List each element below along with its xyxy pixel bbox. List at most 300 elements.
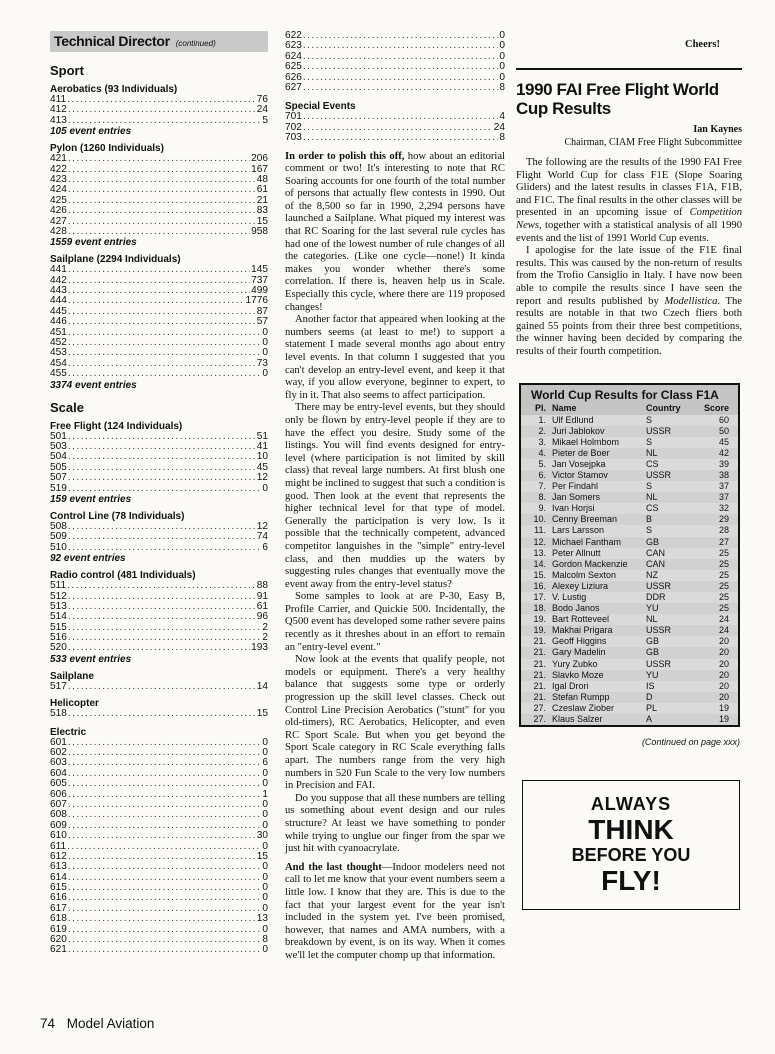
leader-dots: [68, 883, 262, 893]
leader-dots: [68, 206, 256, 216]
table-row: [521, 492, 738, 503]
event-number: 411: [50, 94, 67, 105]
event-number: 520: [50, 642, 67, 654]
place-cell: 21.: [533, 669, 546, 680]
entry-count: 0: [262, 747, 268, 759]
name-cell: Gordon Mackenzie: [552, 558, 628, 569]
editorial-paragraph: Do you suppose that all these numbers are telling us something about event design and our rules structure? At least we have something to ponder while trying to unglue our finger from the spar we just hit with cyanoacrylate.: [285, 792, 505, 855]
event-number: 614: [50, 871, 67, 883]
entry-count: 10: [256, 451, 268, 463]
entry-count: 73: [256, 357, 268, 369]
event-number: 609: [50, 819, 67, 831]
entry-count: 24: [493, 121, 505, 133]
section-banner: [50, 31, 268, 52]
event-row: [50, 925, 268, 935]
event-row: [50, 286, 268, 296]
leader-dots: [68, 543, 262, 553]
event-row: [50, 175, 268, 185]
place-cell: 7.: [538, 481, 546, 492]
leader-dots: [68, 592, 256, 602]
leader-dots: [67, 842, 261, 852]
leader-dots: [68, 904, 262, 914]
event-row: [285, 41, 505, 51]
safety-ad: [522, 780, 740, 910]
event-row: [50, 296, 268, 306]
leader-dots: [68, 800, 262, 810]
score-cell: 29: [718, 514, 729, 525]
event-number: 611: [50, 840, 67, 852]
column-header: Score: [703, 402, 729, 413]
entry-count: 0: [262, 326, 268, 338]
place-cell: 4.: [538, 447, 546, 458]
name-cell: Juri Jablokov: [552, 425, 605, 436]
leader-dots: [68, 484, 262, 494]
place-cell: 16.: [533, 580, 546, 591]
table-row: [521, 570, 738, 581]
event-number: 617: [50, 902, 67, 914]
event-number: 505: [50, 461, 67, 473]
entry-count: 167: [251, 163, 268, 175]
entry-count: 30: [256, 830, 268, 842]
event-row: [285, 62, 505, 72]
place-cell: 13.: [533, 547, 546, 558]
event-row: [50, 196, 268, 206]
entry-count: 0: [262, 923, 268, 935]
entry-count: 0: [262, 368, 268, 380]
entry-count: 8: [262, 934, 268, 946]
leader-dots: [68, 154, 250, 164]
results-table-header: [521, 403, 738, 415]
event-row: [50, 769, 268, 779]
event-number: 620: [50, 934, 67, 946]
name-cell: Bodo Janos: [552, 603, 600, 614]
entry-count: 12: [256, 472, 268, 484]
event-entries-total: 105 event entries: [50, 126, 132, 138]
place-cell: 5.: [538, 458, 546, 469]
event-row: [50, 602, 268, 612]
table-row: [521, 514, 738, 525]
group-title: Control Line (78 Individuals): [50, 510, 185, 522]
entry-count: 0: [262, 892, 268, 904]
event-entries-total: 92 event entries: [50, 553, 126, 565]
country-cell: GB: [646, 636, 660, 647]
leader-dots: [68, 463, 256, 473]
table-row: [521, 426, 738, 437]
event-number: 621: [50, 944, 67, 956]
leader-dots: [68, 779, 262, 789]
entry-count: 41: [256, 440, 268, 452]
column-header: Pl.: [534, 402, 546, 413]
leader-dots: [68, 442, 256, 452]
group-title: Free Flight (124 Individuals): [50, 420, 183, 432]
place-cell: 27.: [533, 702, 546, 713]
leader-dots: [68, 359, 256, 369]
group-title: Helicopter: [50, 698, 99, 710]
event-row: [285, 83, 505, 93]
table-row: [521, 592, 738, 603]
place-cell: 21.: [533, 680, 546, 691]
score-cell: 25: [718, 569, 729, 580]
article-title: 1990 FAI Free Flight World Cup Results: [516, 80, 719, 118]
special-events-rows: [285, 112, 505, 143]
event-row: [50, 592, 268, 602]
entry-count: 0: [262, 798, 268, 810]
column-3: [516, 31, 742, 910]
banner-title: Technical Director: [54, 33, 170, 49]
leader-dots: [68, 643, 250, 653]
score-cell: 20: [718, 636, 729, 647]
editorial-paragraph: In order to polish this off, how about an editorial comment or two! It's interesting to note that RC Soaring accounts for one fourth of the total number of persons that actually flew contests in 1990. Out of the 8,500 so far in 1990, 2,294 persons have launched a Sailplane. What piqued my interest was that RC Soaring for the last several rule cycles has had one of the lowest number of rule changes of all the categories. (Like one cycle—none!) It kinda makes you wonder whether there's some correlation. If there is, heaven help us in Scale. Especially this cycle, where there are 119 proposed changes!: [285, 150, 505, 313]
leader-dots: [303, 112, 499, 122]
table-row: [521, 448, 738, 459]
leader-dots: [68, 709, 256, 719]
name-cell: Czeslaw Ziober: [552, 702, 615, 713]
table-row: [521, 581, 738, 592]
leader-dots: [68, 821, 262, 831]
event-row: [50, 709, 268, 719]
name-cell: Igal Drori: [552, 680, 589, 691]
event-number: 503: [50, 440, 67, 452]
place-cell: 21.: [533, 658, 546, 669]
event-row: [50, 95, 268, 105]
table-row: [521, 681, 738, 692]
event-number: 444: [50, 295, 67, 307]
leader-dots: [68, 105, 256, 115]
group-title: Aerobatics (93 Individuals): [50, 84, 178, 95]
place-cell: 3.: [538, 436, 546, 447]
leader-dots: [68, 748, 262, 758]
results-table: [519, 383, 740, 728]
event-row: [50, 831, 268, 841]
name-cell: Jan Somers: [552, 492, 601, 503]
event-number: 606: [50, 788, 67, 800]
entry-count: 48: [256, 173, 268, 185]
event-number: 422: [50, 163, 67, 175]
entry-count: 0: [499, 40, 505, 52]
banner-continued: (continued): [175, 39, 216, 48]
event-number: 613: [50, 861, 67, 873]
sport-heading: Sport: [50, 63, 84, 78]
leader-dots: [68, 790, 262, 800]
event-row: [50, 945, 268, 955]
event-row: [285, 123, 505, 133]
leader-dots: [68, 852, 256, 862]
event-row: [50, 265, 268, 275]
country-cell: USSR: [646, 425, 672, 436]
event-row: [50, 522, 268, 532]
event-row: [50, 873, 268, 883]
table-row: [521, 636, 738, 647]
entry-count: 0: [262, 871, 268, 883]
event-row: [50, 623, 268, 633]
event-number: 511: [50, 580, 67, 592]
name-cell: Peter Allnutt: [552, 547, 601, 558]
entry-count: 0: [262, 778, 268, 790]
event-number: 512: [50, 590, 67, 602]
leader-dots: [68, 217, 256, 227]
name-cell: Michael Fantham: [552, 536, 622, 547]
entry-count: 8: [499, 132, 505, 144]
event-number: 441: [50, 264, 67, 276]
name-cell: Alexey Liziura: [552, 580, 609, 591]
event-row: [50, 484, 268, 494]
leader-dots: [68, 317, 256, 327]
event-row: [50, 217, 268, 227]
event-number: 615: [50, 882, 67, 894]
country-cell: USSR: [646, 580, 672, 591]
name-cell: Klaus Salzer: [552, 714, 603, 725]
place-cell: 9.: [538, 503, 546, 514]
entry-count: 0: [499, 50, 505, 62]
place-cell: 19.: [533, 625, 546, 636]
event-row: [50, 821, 268, 831]
event-number: 701: [285, 111, 302, 123]
name-cell: Mikael Holmbom: [552, 436, 620, 447]
event-row: [50, 165, 268, 175]
entry-count: 0: [262, 736, 268, 748]
event-number: 619: [50, 923, 67, 935]
event-number: 622: [285, 30, 302, 41]
group-title: Sailplane (2294 Individuals): [50, 254, 181, 266]
leader-dots: [68, 165, 250, 175]
event-entries-total: 1559 event entries: [50, 237, 137, 249]
editorial-paragraph: And the last thought—Indoor modelers need not call to let me know that your event numbers seem a little low. I know that they are. This is due to the fact that your largest event for the year isn't included in the system yet. I've been promised, however, that names and AMA numbers, with a breakdown by event, is on its way. When it comes we'll let the computer chomp up that information.: [285, 861, 505, 961]
editorial-paragraph: Another factor that appeared when looking at the numbers seems (at least to me!) to support a statement I made several months ago about entry level events. In that column I suggested that you can't develop an entry-level event, and keep it that way, if you allow everyone, beginner to expert, to fly in it. That also seems to affect participation.: [285, 314, 505, 401]
event-number: 452: [50, 337, 67, 349]
entry-count: 87: [256, 305, 268, 317]
place-cell: 6.: [538, 469, 546, 480]
ad-line: ALWAYS: [590, 794, 672, 815]
leader-dots: [68, 633, 262, 643]
entry-count: 0: [262, 944, 268, 956]
entry-count: 51: [256, 430, 268, 442]
event-number: 625: [285, 61, 302, 73]
table-row: [521, 415, 738, 426]
score-cell: 60: [718, 414, 729, 425]
entry-count: 91: [256, 590, 268, 602]
score-cell: 39: [718, 458, 729, 469]
entry-count: 0: [499, 71, 505, 83]
leader-dots: [303, 83, 499, 93]
event-number: 608: [50, 809, 67, 821]
entry-count: 0: [499, 61, 505, 73]
entry-count: 5: [262, 114, 268, 126]
place-cell: 11.: [534, 525, 546, 536]
event-row: [50, 543, 268, 553]
entry-count: 0: [262, 767, 268, 779]
score-cell: 19: [718, 702, 729, 713]
place-cell: 21.: [533, 647, 546, 658]
country-cell: CS: [646, 458, 659, 469]
event-row: [50, 206, 268, 216]
score-cell: 25: [718, 580, 729, 591]
entry-count: 61: [256, 600, 268, 612]
sport-groups: [50, 84, 268, 391]
entry-count: 737: [251, 274, 268, 286]
score-cell: 25: [718, 558, 729, 569]
event-entries-total: 159 event entries: [50, 493, 132, 505]
event-row: [50, 432, 268, 442]
name-cell: Stefan Rumpp: [552, 691, 610, 702]
event-number: 508: [50, 520, 67, 532]
table-row: [521, 559, 738, 570]
author-name: Ian Kaynes: [693, 124, 742, 135]
leader-dots: [68, 196, 256, 206]
entry-count: 1776: [245, 295, 268, 307]
article-rule: [516, 68, 742, 70]
name-cell: Gary Madelin: [552, 647, 606, 658]
country-cell: PL: [646, 702, 658, 713]
event-row: [50, 904, 268, 914]
leader-dots: [303, 41, 499, 51]
event-row: [50, 758, 268, 768]
name-cell: Geoff Higgins: [552, 636, 607, 647]
country-cell: B: [646, 514, 653, 525]
score-cell: 20: [718, 691, 729, 702]
page-number: 74: [40, 1016, 56, 1031]
continued-note: (Continued on page xxx): [641, 737, 740, 748]
entry-count: 0: [262, 347, 268, 359]
leader-dots: [68, 532, 256, 542]
table-row: [521, 481, 738, 492]
name-cell: Yury Zubko: [552, 658, 598, 669]
group-title: Sailplane: [50, 670, 94, 682]
table-row: [521, 548, 738, 559]
name-cell: Malcolm Sexton: [552, 569, 617, 580]
event-number: 427: [50, 215, 67, 227]
event-row: [50, 328, 268, 338]
score-cell: 24: [718, 625, 729, 636]
country-cell: D: [646, 691, 653, 702]
score-cell: 38: [718, 469, 729, 480]
place-cell: 19.: [533, 614, 546, 625]
place-cell: 14.: [533, 558, 546, 569]
leader-dots: [68, 185, 256, 195]
score-cell: 20: [718, 680, 729, 691]
event-number: 612: [50, 850, 67, 862]
event-row: [50, 185, 268, 195]
score-cell: 19: [718, 714, 729, 725]
event-row: [285, 133, 505, 143]
name-cell: Victor Stamov: [552, 469, 608, 480]
entry-count: 499: [251, 285, 268, 297]
score-cell: 20: [718, 669, 729, 680]
country-cell: NL: [646, 492, 658, 503]
event-number: 601: [50, 736, 67, 748]
special-events-heading: Special Events: [285, 101, 356, 113]
event-row: [50, 748, 268, 758]
entry-count: 0: [262, 819, 268, 831]
country-cell: YU: [646, 603, 659, 614]
country-cell: NL: [646, 614, 658, 625]
column-1: [50, 31, 268, 956]
event-number: 428: [50, 225, 67, 237]
event-row: [50, 532, 268, 542]
event-number: 421: [50, 153, 67, 165]
score-cell: 25: [718, 592, 729, 602]
scale-groups: [50, 421, 268, 720]
leader-dots: [68, 682, 256, 692]
entry-count: 0: [262, 861, 268, 873]
name-cell: Ivan Horjsi: [552, 503, 595, 514]
event-row: [50, 935, 268, 945]
score-cell: 20: [718, 647, 729, 658]
event-row: [50, 307, 268, 317]
entry-count: 6: [262, 541, 268, 553]
event-row: [50, 359, 268, 369]
event-number: 519: [50, 482, 67, 494]
score-cell: 50: [718, 425, 729, 436]
score-cell: 27: [718, 536, 729, 547]
column-2: [285, 31, 505, 963]
event-number: 446: [50, 316, 67, 328]
event-number: 451: [50, 326, 67, 338]
article-byline: [516, 123, 742, 149]
leader-dots: [303, 31, 499, 41]
entry-count: 96: [256, 611, 268, 623]
event-row: [50, 154, 268, 164]
entry-count: 2: [262, 621, 268, 633]
group-title: Pylon (1260 Individuals): [50, 143, 164, 155]
event-entries-total: 3374 event entries: [50, 379, 137, 391]
entry-count: 12: [256, 520, 268, 532]
event-number: 507: [50, 472, 67, 484]
event-row: [50, 369, 268, 379]
country-cell: USSR: [646, 658, 672, 669]
event-row: [50, 227, 268, 237]
event-number: 602: [50, 747, 67, 759]
entry-count: 15: [256, 708, 268, 720]
editorial-text: [285, 151, 505, 963]
table-row: [521, 470, 738, 481]
score-cell: 28: [718, 525, 729, 536]
leader-dots: [68, 769, 262, 779]
entry-count: 15: [256, 850, 268, 862]
name-cell: Slavko Moze: [552, 669, 604, 680]
name-cell: Per Findahl: [552, 481, 599, 492]
event-row: [50, 633, 268, 643]
leader-dots: [303, 73, 499, 83]
event-row: [50, 612, 268, 622]
event-number: 413: [50, 114, 67, 126]
article-paragraph: The following are the results of the 1990 FAI Free Flight World Cup for class F1E (Slope Soaring Gliders) and the latest results in classes F1A, F1B, and F1C. The final results in the other classes will be presented in an upcoming issue of Competition News, together with a statistical analysis of all 1990 events and the list of 1991 World Cup events.: [516, 157, 742, 244]
electric-rows: [50, 738, 268, 956]
country-cell: YU: [646, 669, 659, 680]
entry-count: 0: [262, 882, 268, 894]
event-row: [50, 893, 268, 903]
entry-count: 88: [256, 580, 268, 592]
event-number: 518: [50, 708, 67, 720]
entry-count: 206: [251, 153, 268, 165]
leader-dots: [68, 738, 262, 748]
event-number: 623: [285, 40, 302, 52]
score-cell: 37: [718, 481, 729, 492]
entry-count: 24: [256, 104, 268, 116]
leader-dots: [303, 123, 493, 133]
leader-dots: [68, 623, 262, 633]
score-cell: 25: [718, 547, 729, 558]
event-number: 517: [50, 680, 67, 692]
place-cell: 21.: [533, 691, 546, 702]
score-cell: 24: [718, 614, 729, 625]
event-row: [285, 31, 505, 41]
table-row: [521, 625, 738, 636]
leader-dots: [68, 893, 262, 903]
name-cell: Cenny Breeman: [552, 514, 618, 525]
leader-dots: [303, 52, 499, 62]
event-number: 455: [50, 368, 67, 380]
author-role: Chairman, CIAM Free Flight Subcommittee: [564, 137, 742, 148]
